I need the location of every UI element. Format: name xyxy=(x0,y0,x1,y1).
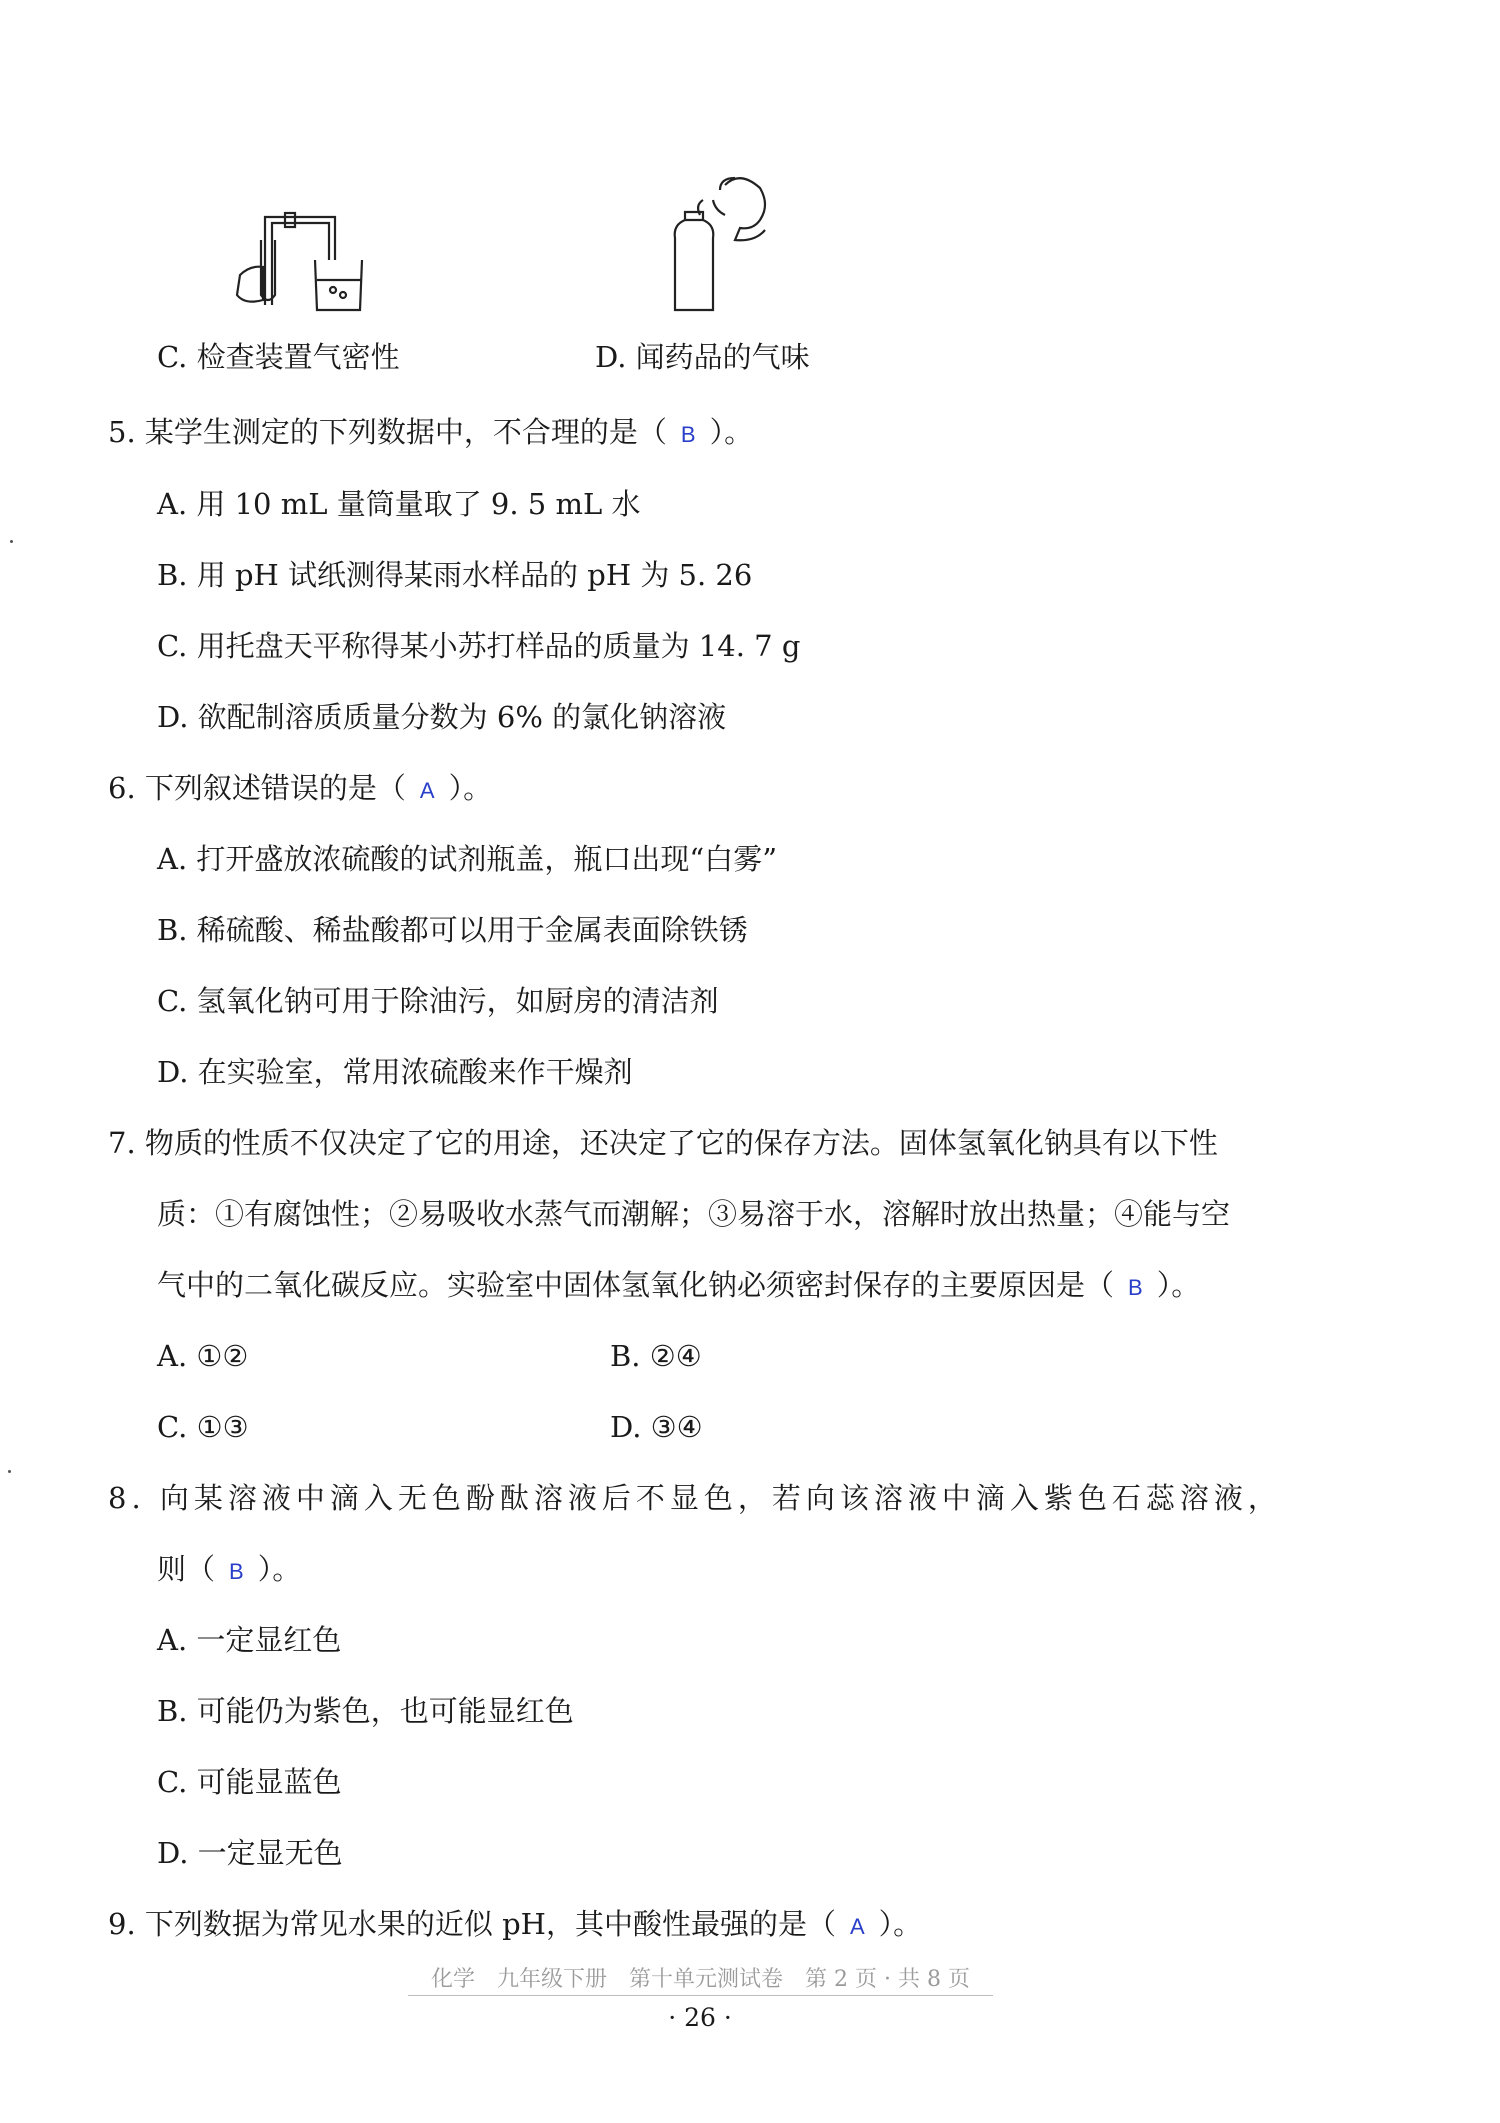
answer-mark: A xyxy=(849,1914,865,1939)
question-5-option-b: B. 用 pH 试纸测得某雨水样品的 pH 为 5. 26 xyxy=(157,558,753,592)
question-8-option-a: A. 一定显红色 xyxy=(157,1623,342,1657)
test-tube-and-beaker-icon xyxy=(237,213,362,310)
question-8-option-b: B. 可能仍为紫色，也可能显红色 xyxy=(157,1694,574,1728)
page-footer: 化学 九年级下册 第十单元测试卷 第 2 页 · 共 8 页 xyxy=(408,1962,993,1996)
question-8-stem-line-1: 8. 向某溶液中滴入无色酚酞溶液后不显色，若向该溶液中滴入紫色石蕊溶液， xyxy=(108,1481,1282,1515)
question-5-option-a: A. 用 10 mL 量筒量取了 9. 5 mL 水 xyxy=(157,487,641,521)
answer-mark: B xyxy=(680,422,696,447)
question-5-option-c: C. 用托盘天平称得某小苏打样品的质量为 14. 7 g xyxy=(157,629,801,663)
smell-figure xyxy=(665,170,775,315)
question-6-stem: 6. 下列叙述错误的是（ A ）。 xyxy=(108,771,493,805)
question-5-stem: 5. 某学生测定的下列数据中，不合理的是（ B ）。 xyxy=(108,415,754,449)
question-5-option-d: D. 欲配制溶质质量分数为 6% 的氯化钠溶液 xyxy=(157,700,727,734)
question-9-stem: 9. 下列数据为常见水果的近似 pH，其中酸性最强的是（ A ）。 xyxy=(108,1907,923,1941)
question-7-stem-line-1: 7. 物质的性质不仅决定了它的用途，还决定了它的保存方法。固体氢氧化钠具有以下性 xyxy=(108,1126,1218,1160)
question-8-stem-line-2: 则（ B ）。 xyxy=(157,1552,302,1586)
question-8-option-d: D. 一定显无色 xyxy=(157,1836,343,1870)
person-smelling-bottle-icon xyxy=(675,178,765,310)
question-7-option-a: A. ①② xyxy=(157,1339,249,1373)
question-7-option-d: D. ③④ xyxy=(610,1410,703,1444)
page-number: · 26 · xyxy=(668,2003,732,2032)
scan-speck xyxy=(10,540,13,543)
question-7-option-b: B. ②④ xyxy=(610,1339,702,1373)
scan-speck xyxy=(8,1470,11,1473)
question-6-option-d: D. 在实验室，常用浓硫酸来作干燥剂 xyxy=(157,1055,633,1089)
question-7-option-c: C. ①③ xyxy=(157,1410,249,1444)
question-6-option-a: A. 打开盛放浓硫酸的试剂瓶盖，瓶口出现“白雾” xyxy=(157,842,778,876)
apparatus-figure xyxy=(225,205,375,315)
question-8-option-c: C. 可能显蓝色 xyxy=(157,1765,342,1799)
question-6-option-b: B. 稀硫酸、稀盐酸都可以用于金属表面除铁锈 xyxy=(157,913,748,947)
question-6-option-c: C. 氢氧化钠可用于除油污，如厨房的清洁剂 xyxy=(157,984,719,1018)
figure-c-label: C. 检查装置气密性 xyxy=(157,340,400,374)
answer-mark: B xyxy=(1128,1275,1143,1300)
question-7-stem-line-2: 质：①有腐蚀性；②易吸收水蒸气而潮解；③易溶于水，溶解时放出热量；④能与空 xyxy=(157,1197,1231,1231)
question-7-stem-line-3: 气中的二氧化碳反应。实验室中固体氢氧化钠必须密封保存的主要原因是（ B ）。 xyxy=(157,1268,1201,1302)
answer-mark: A xyxy=(419,778,435,803)
answer-mark: B xyxy=(229,1559,244,1584)
figure-d-label: D. 闻药品的气味 xyxy=(595,340,810,374)
